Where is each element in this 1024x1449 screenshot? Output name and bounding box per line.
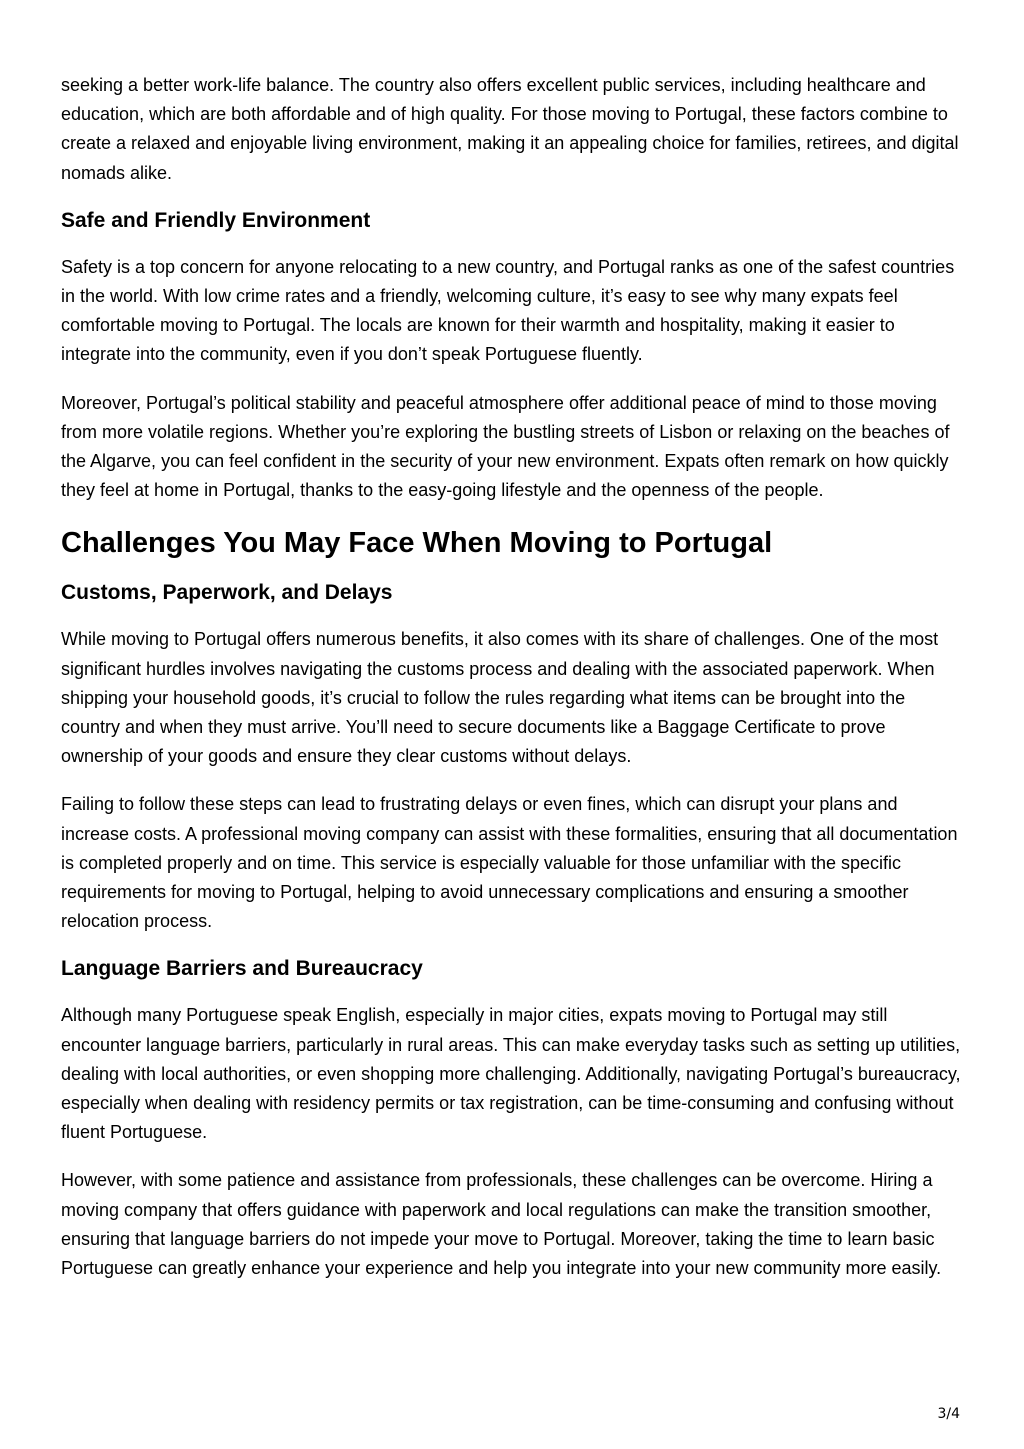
document-body <box>61 71 966 1302</box>
heading-challenges: Challenges You May Face When Moving to Portugal <box>61 527 773 560</box>
paragraph-language-barriers: Although many Portuguese speak English, especially in major cities, expats moving to Portugal may still encounter language barriers, particularly in rural areas. This can make everyday tasks such as setting up utilities, dealing with local authorities, or even shopping more challenging. Additionally, navigating Portugal’s bureaucracy, especially when dealing with residency permits or tax registration, can be time-consuming and confusing without fluent Portuguese. <box>61 1005 961 1143</box>
paragraph-work-life-balance: seeking a better work-life balance. The country also offers excellent public services, including healthcare and education, which are both affordable and of high quality. For those moving to Portugal, these factors combine to create a relaxed and enjoyable living environment, making it an appealing choice for families, retirees, and digital nomads alike. <box>61 75 959 183</box>
paragraph-delays-fines: Failing to follow these steps can lead to frustrating delays or even fines, which can disrupt your plans and increase costs. A professional moving company can assist with these formalities, ensuring that all documentation is completed properly and on time. This service is especially valuable for those unfamiliar with the specific requirements for moving to Portugal, helping to avoid unnecessary complications and ensuring a smoother relocation process. <box>61 794 958 932</box>
page-number: 3/4 <box>937 1406 960 1422</box>
paragraph-overcoming-challenges: However, with some patience and assistance from professionals, these challenges can be overcome. Hiring a moving company that offers guidance with paperwork and local regulations can make the transition smoother, ensuring that language barriers do not impede your move to Portugal. Moreover, taking the time to learn basic Portuguese can greatly enhance your experience and help you integrate into your new community more easily. <box>61 1170 942 1279</box>
paragraph-customs-hurdles: While moving to Portugal offers numerous benefits, it also comes with its share of challenges. One of the most significant hurdles involves navigating the customs process and dealing with the associated paperwork. When shipping your household goods, it’s crucial to follow the rules regarding what items can be brought into the country and when they must arrive. You’ll need to secure documents like a Baggage Certificate to prove ownership of your goods and ensure they clear customs without delays. <box>61 629 939 767</box>
paragraph-political-stability: Moreover, Portugal’s political stability and peaceful atmosphere offer additional peace of mind to those moving from more volatile regions. Whether you’re exploring the bustling streets of Lisbon or relaxing on the beaches of the Algarve, you can feel confident in the security of your new environment. Expats often remark on how quickly they feel at home in Portugal, thanks to the easy-going lifestyle and the openness of the people. <box>61 392 950 501</box>
heading-customs: Customs, Paperwork, and Delays <box>61 581 393 605</box>
heading-safe-environment: Safe and Friendly Environment <box>61 208 371 232</box>
heading-language-bureaucracy: Language Barriers and Bureaucracy <box>61 957 423 981</box>
paragraph-safety: Safety is a top concern for anyone relocating to a new country, and Portugal ranks as one of the safest countries in the world. With low crime rates and a friendly, welcoming culture, it’s easy to see why many expats feel comfortable moving to Portugal. The locals are known for their warmth and hospitality, making it easier to integrate into the community, even if you don’t speak Portuguese fluently. <box>61 256 955 365</box>
